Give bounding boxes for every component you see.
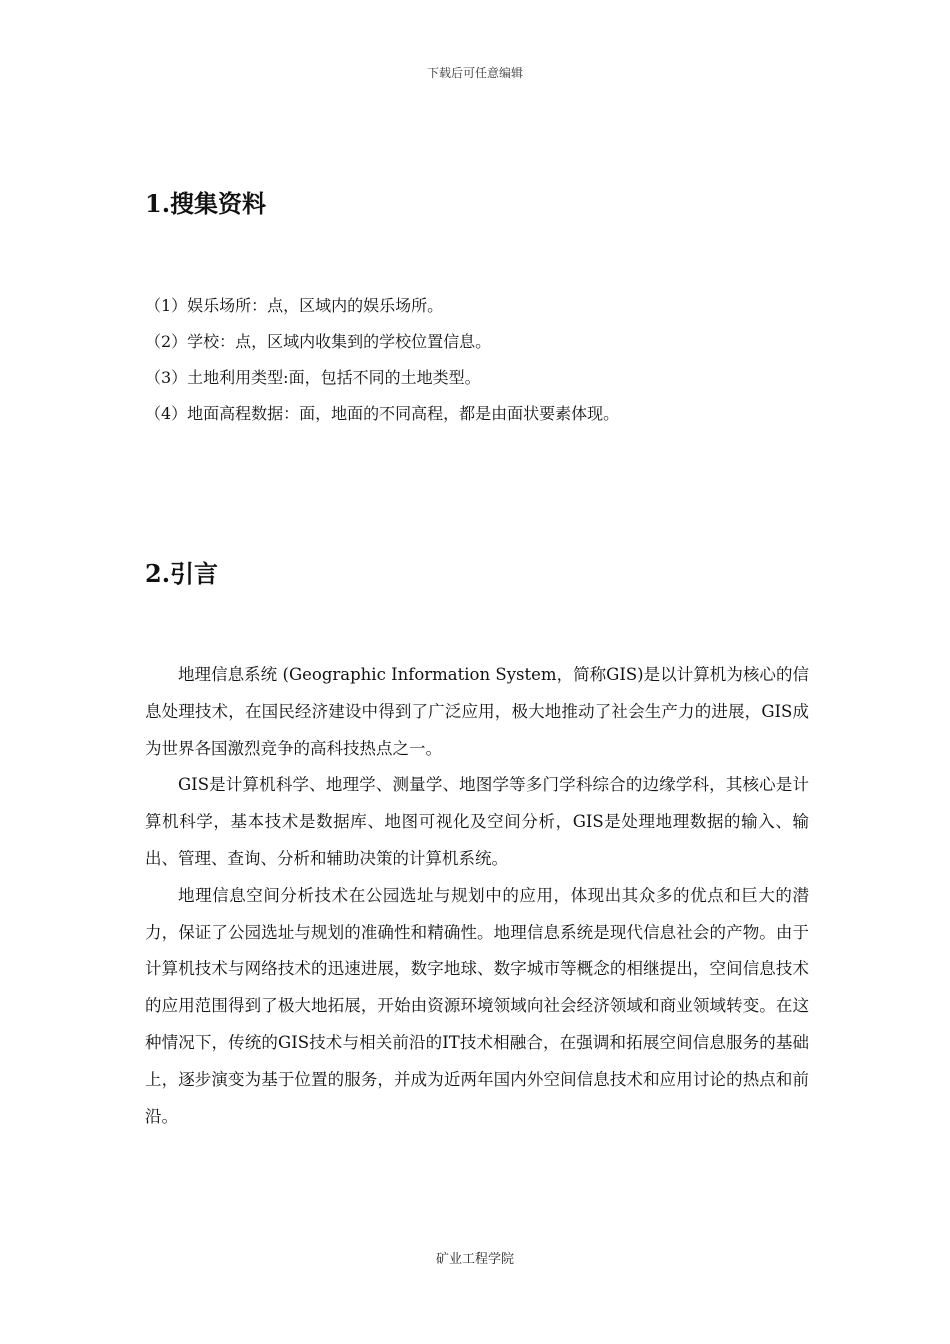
list-item: （1）娱乐场所：点，区域内的娱乐场所。 (145, 296, 444, 315)
list-item: （2）学校：点，区域内收集到的学校位置信息。 (145, 332, 492, 351)
introduction-body (145, 657, 809, 1135)
page-header: 下载后可任意编辑 (426, 66, 523, 80)
page-footer: 矿业工程学院 (435, 1252, 514, 1267)
section-heading-introduction: 2.引言 (145, 559, 219, 588)
paragraph: GIS是计算机科学、地理学、测量学、地图学等多门学科综合的边缘学科，其核心是计算机科学，基本技术是数据库、地图可视化及空间分析，GIS是处理地理数据的输入、输出、管理、查询、分析和辅助决策的计算机系统。 (145, 775, 809, 868)
list-item: （4）地面高程数据：面，地面的不同高程，都是由面状要素体现。 (145, 404, 620, 423)
list-item: （3）土地利用类型:面，包括不同的土地类型。 (145, 368, 481, 387)
paragraph: 地理信息系统 (Geographic Information System，简称GIS)是以计算机为核心的信息处理技术，在国民经济建设中得到了广泛应用，极大地推动了社会生产力的进展，GIS成为世界各国激烈竞争的高科技热点之一。 (145, 665, 809, 758)
data-list (145, 288, 825, 432)
paragraph: 地理信息空间分析技术在公园选址与规划中的应用，体现出其众多的优点和巨大的潜力，保证了公园选址与规划的准确性和精确性。地理信息系统是现代信息社会的产物。由于计算机技术与网络技术的迅速进展，数字地球、数字城市等概念的相继提出，空间信息技术的应用范围得到了极大地拓展，开始由资源环境领域向社会经济领域和商业领域转变。在这种情况下，传统的GIS技术与相关前沿的IT技术相融合，在强调和拓展空间信息服务的基础上，逐步演变为基于位置的服务，并成为近两年国内外空间信息技术和应用讨论的热点和前沿。 (145, 885, 809, 1126)
section-heading-collect-data: 1.搜集资料 (145, 189, 267, 218)
